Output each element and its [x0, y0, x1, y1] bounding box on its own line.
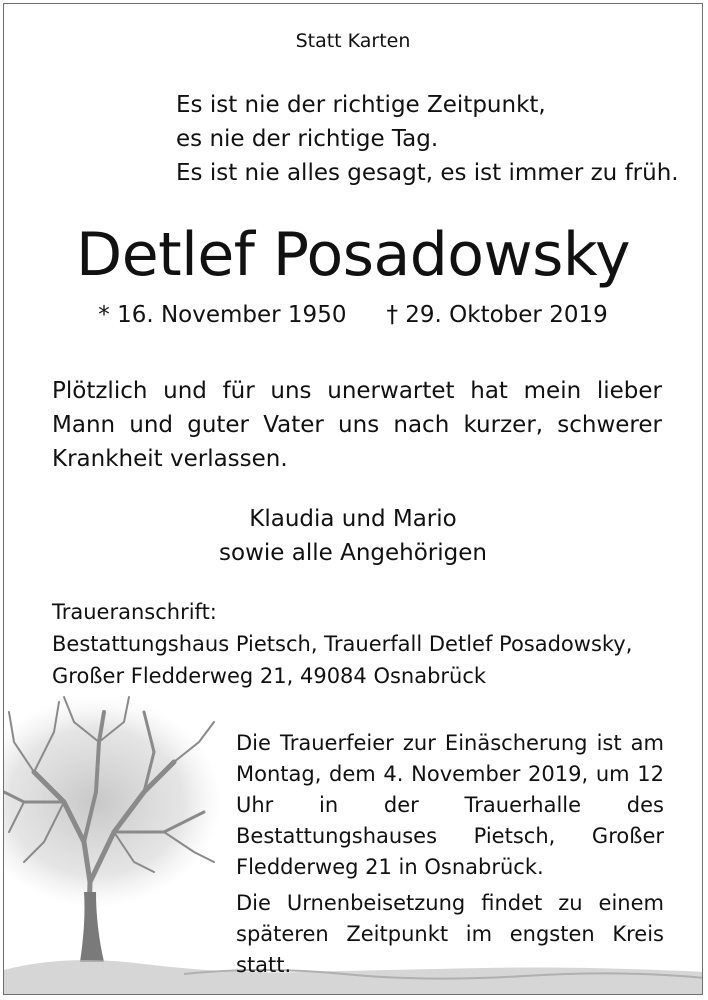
mourners-line: sowie alle Angehörigen — [219, 540, 487, 566]
deceased-name: Detlef Posadowsky — [76, 220, 630, 290]
birth-date: * 16. November 1950 — [98, 302, 347, 328]
urn-burial-text: Die Urnenbeisetzung findet zu einem späteren Zeitpunkt im engsten Kreis statt. — [236, 891, 664, 977]
mourners — [4, 502, 702, 570]
obituary-card — [3, 3, 703, 995]
mourning-address — [52, 596, 632, 692]
poem-line: es nie der richtige Tag. — [176, 126, 439, 152]
obituary-message: Plötzlich und für uns unerwartet hat mein lieber Mann und guter Vater uns nach kurzer, schwerer Krankheit verlassen. — [52, 378, 662, 472]
poem — [176, 88, 679, 190]
address-line: Traueranschrift: — [52, 600, 217, 624]
poem-line: Es ist nie alles gesagt, es ist immer zu früh. — [176, 160, 679, 186]
header-statt-karten: Statt Karten — [295, 30, 411, 52]
death-date: † 29. Oktober 2019 — [386, 302, 608, 328]
poem-line: Es ist nie der richtige Zeitpunkt, — [176, 92, 546, 118]
life-dates — [4, 302, 702, 328]
mourners-line: Klaudia und Mario — [249, 506, 457, 532]
funeral-ceremony-text: Die Trauerfeier zur Einäscherung ist am Montag, dem 4. November 2019, um 12 Uhr in der Trauerhalle des Bestattungshauses Pietsch, Großer Fledderweg 21 in Osnabrück. — [236, 731, 664, 879]
address-line: Großer Fledderweg 21, 49084 Osnabrück — [52, 664, 487, 688]
address-line: Bestattungshaus Pietsch, Trauerfall Detlef Posadowsky, — [52, 632, 633, 656]
